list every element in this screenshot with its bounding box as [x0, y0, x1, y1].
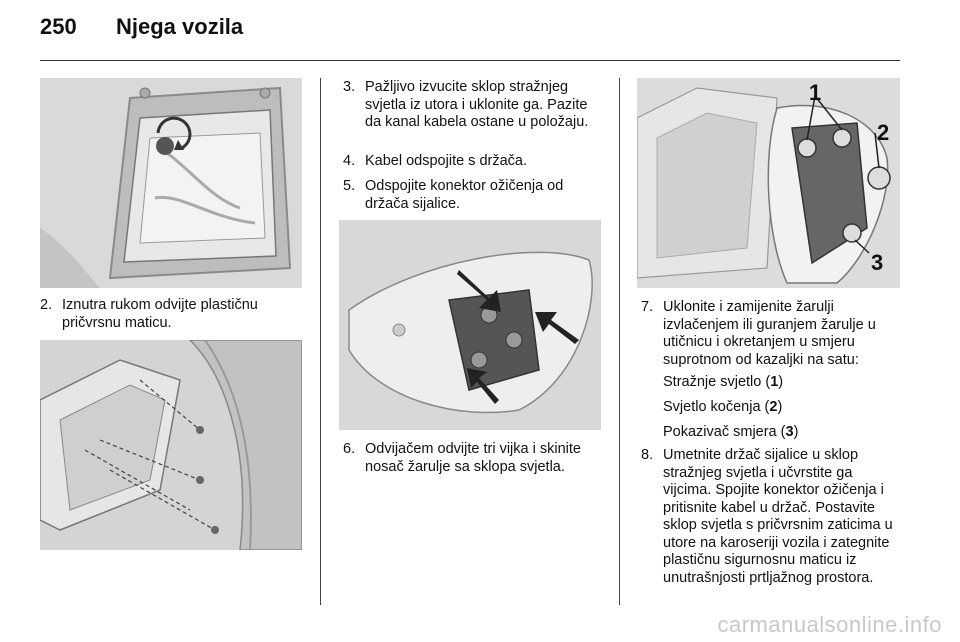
figure-light-removal: [40, 340, 302, 550]
figure-bulbs-callouts: [637, 78, 900, 288]
step-number: 2.: [40, 297, 53, 313]
page-title: Njega vozila: [116, 14, 244, 39]
step-number: 7.: [641, 299, 654, 315]
column-divider-right: [619, 78, 620, 605]
step-text: Kabel odspojite s držača.: [365, 153, 528, 169]
step-text: Odvijačem odvijte tri vijka i skinite nosač žarulje sa sklopa svjetla.: [365, 441, 581, 475]
header-rule: [40, 60, 900, 61]
page-number: 250: [40, 14, 77, 39]
step-text: Pažljivo izvucite sklop stražnjeg svjetla iz utora i uklonite ga. Pazite da kanal kabela ostane u položaju.: [365, 79, 589, 130]
step-text: Umetnite držač sijalice u sklop stražnjeg svjetla i učvrstite ga vijcima. Spojite konektor ožičenja i pritisnite kabel u držač. Postavite sklop svjetla s pričvrsnim zaticima u utore na karoseriji vozila i zategnite plastičnu sigurnosnu maticu iz unutrašnjosti prtljažnog prostora.: [663, 447, 893, 586]
step-text: Iznutra rukom odvijte plastičnu pričvrsnu maticu.: [62, 297, 258, 331]
column-divider-left: [320, 78, 321, 605]
bulb-item-tail: Stražnje svjetlo (1): [663, 374, 784, 390]
bulb-item-indicator: Pokazivač smjera (3): [663, 424, 799, 440]
step-text: Odspojite konektor ožičenja od držača sijalice.: [365, 178, 564, 212]
step-text: Uklonite i zamijenite žarulji izvlačenjem ili guranjem žarulje u utičnicu i okretanjem u smjeru suprotnom od kazaljki na satu:: [663, 299, 876, 368]
bulb-item-brake: Svjetlo kočenja (2): [663, 399, 783, 415]
callout-2: 2: [877, 120, 890, 145]
step-number: 6.: [343, 441, 356, 457]
callout-3: 3: [871, 250, 884, 275]
step-number: 5.: [343, 178, 356, 194]
callout-1: 1: [809, 80, 822, 105]
watermark: carmanualsonline.info: [717, 612, 942, 637]
figure-connector-arrows: [339, 220, 601, 430]
step-number: 4.: [343, 153, 356, 169]
step-number: 3.: [343, 79, 356, 95]
step-number: 8.: [641, 447, 654, 463]
figure-inner-nut: [40, 78, 302, 288]
